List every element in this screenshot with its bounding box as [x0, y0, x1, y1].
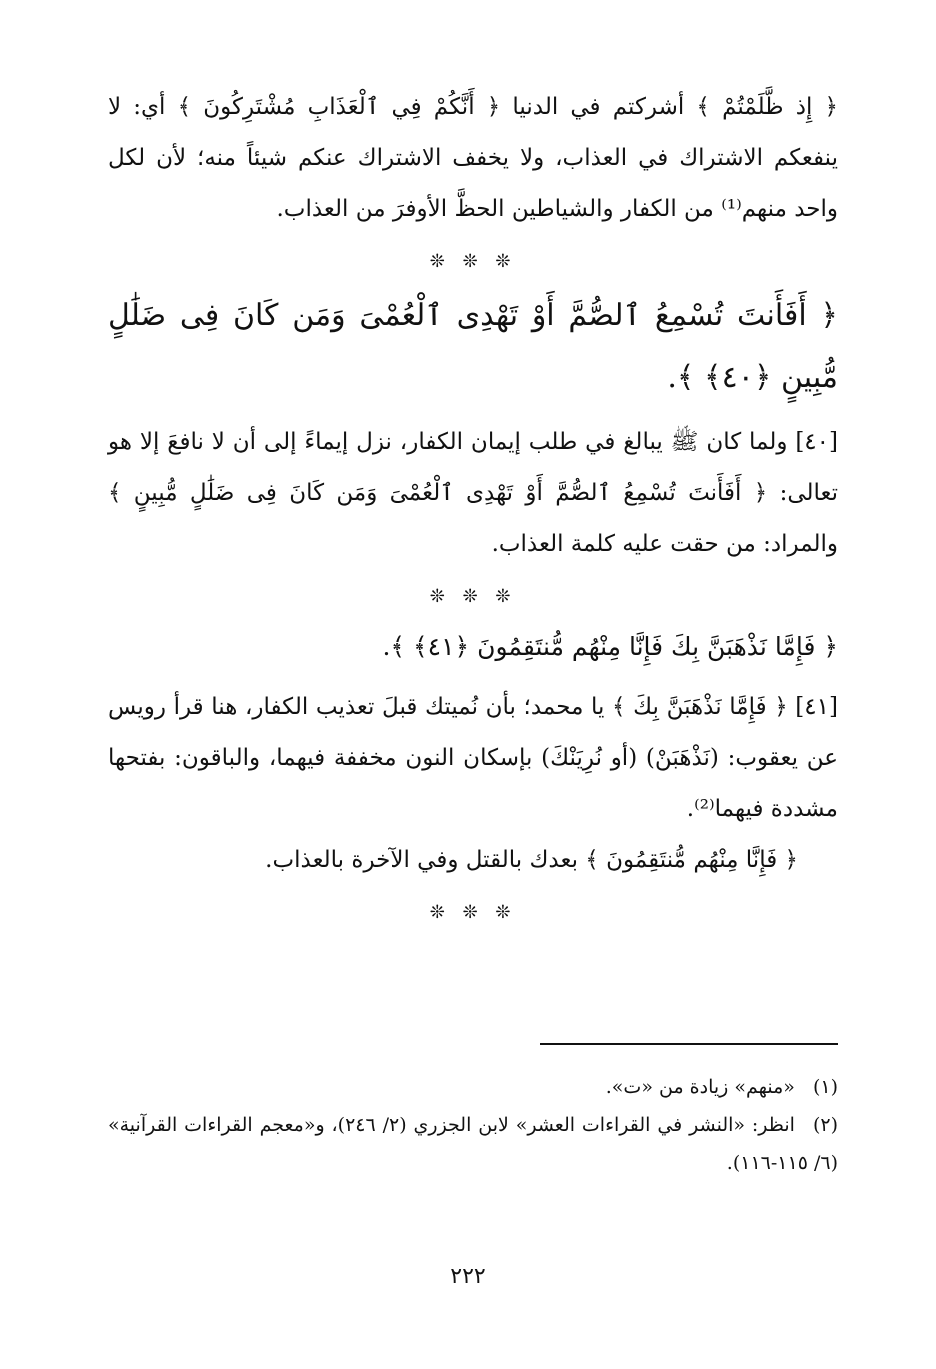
section-separator: ❊ ❊ ❊ — [429, 902, 517, 923]
footnote-2 — [108, 1106, 838, 1182]
page-body — [108, 82, 838, 928]
commentary-41: [٤١] ﴿ فَإِمَّا نَذْهَبَنَّ بِكَ ﴾ يا محمد؛ بأن نُميتك قبلَ تعذيب الكفار، هنا قرأ رويس عن يعقوب: (نَذْهَبَنْ) (أو نُرِيَنْكَ) بإسكان النون مخففة فيهما، والباقون: بفتحها مشددة فيهما⁽²⁾. — [108, 694, 838, 822]
footnote-text: انظر: «النشر في القراءات العشر» لابن الجزري (٢/ ٢٤٦)، و«معجم القراءات القرآنية» (٦/ ١١٥-١١٦). — [108, 1114, 838, 1174]
footnotes — [108, 1068, 838, 1182]
commentary-40: [٤٠] ولما كان ﷺ يبالغ في طلب إيمان الكفار، نزل إيماءً إلى أن لا نافعَ إلا هو تعالى: ﴿ أَفَأَنتَ تُسْمِعُ ٱلصُّمَّ أَوْ تَهْدِى ٱلْعُمْىَ وَمَن كَانَ فِى ضَلَٰلٍ مُّبِينٍ ﴾ والمراد: من حقت عليه كلمة العذاب. — [108, 429, 839, 557]
footnote-number: (١) — [812, 1076, 838, 1098]
footnote-1 — [108, 1068, 838, 1106]
commentary-41-continued: ﴿ فَإِنَّا مِنْهُم مُّنتَقِمُونَ ﴾ بعدك بالقتل وفي الآخرة بالعذاب. — [265, 847, 798, 873]
footnote-divider — [540, 1043, 838, 1045]
footnote-text: «منهم» زيادة من «ت». — [605, 1076, 795, 1098]
verse-40: ﴿ أَفَأَنتَ تُسْمِعُ ٱلصُّمَّ أَوْ تَهْدِى ٱلْعُمْىَ وَمَن كَانَ فِى ضَلَٰلٍ مُّبِينٍ ﴿٤٠﴾ ﴾. — [108, 298, 838, 395]
section-separator: ❊ ❊ ❊ — [429, 586, 517, 607]
footnote-number: (٢) — [812, 1114, 838, 1136]
page-number: ٢٢٢ — [450, 1264, 486, 1289]
verse-41: ﴿ فَإِمَّا نَذْهَبَنَّ بِكَ فَإِنَّا مِنْهُم مُّنتَقِمُونَ ﴿٤١﴾ ﴾. — [382, 632, 838, 661]
section-separator: ❊ ❊ ❊ — [429, 251, 517, 272]
commentary-paragraph: ﴿ إِذ ظَّلَمْتُمْ ﴾ أشركتم في الدنيا ﴿ أَنَّكُمْ فِي ٱلْعَذَابِ مُشْتَرِكُونَ ﴾ أي: لا ينفعكم الاشتراك في العذاب، ولا يخفف الاشتراك عنكم شيئاً منه؛ لأن لكل واحد منهم⁽¹⁾ من الكفار والشياطين الحظَّ الأوفرَ من العذاب. — [108, 94, 838, 222]
